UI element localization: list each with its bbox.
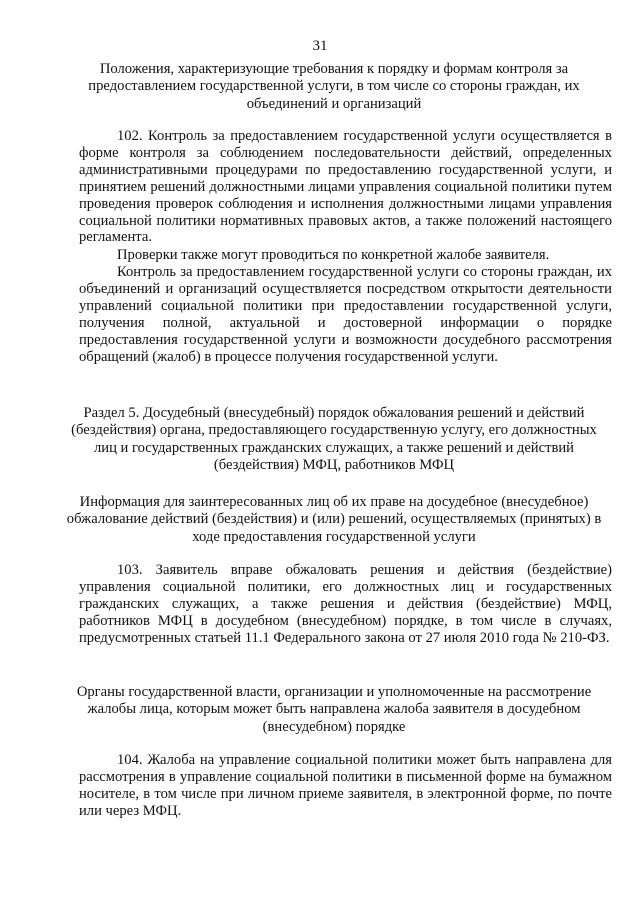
paragraph-checks: Проверки также могут проводиться по конкретной жалобе заявителя.	[117, 247, 550, 263]
paragraph-102: 102. Контроль за предоставлением государственной услуги осуществляется в форме контроля за соблюдением последовательности действий, определенных административными процедурами по предоставлению государственной услуги, и принятием решений должностными лицами управления социальной политики путем проведения проверок соблюдения и исполнения должностными лицами управления социальной политики нормативных правовых актов, а также положений настоящего регламента.	[79, 128, 612, 246]
section-5-heading: Раздел 5. Досудебный (внесудебный) порядок обжалования решений и действий (бездействия) органа, предоставляющего государственную услугу, его должностных лиц и государственных гражданских служащих, а также решений и действий (бездействия) МФЦ, работников МФЦ	[71, 405, 597, 473]
paragraph-public-control: Контроль за предоставлением государственной услуги со стороны граждан, их объединений и организаций осуществляется посредством открытости деятельности управлений социальной политики при предоставлении государственной услуги, получения полной, актуальной и достоверной информации о порядке предоставления государственной услуги и возможности досудебного рассмотрения обращений (жалоб) в процессе получения государственной услуги.	[79, 264, 612, 365]
paragraph-104: 104. Жалоба на управление социальной политики может быть направлена для рассмотрения в управление социальной политики в письменной форме на бумажном носителе, в том числе при личном приеме заявителя, в электронной форме, по почте или через МФЦ.	[79, 752, 612, 819]
organs-heading: Органы государственной власти, организации и уполномоченные на рассмотрение жалобы лица, которым может быть направлена жалоба заявителя в досудебном (внесудебном) порядке	[76, 684, 592, 735]
section-heading-control: Положения, характеризующие требования к порядку и формам контроля за предоставлением государственной услуги, в том числе со стороны граждан, их объединений и организаций	[88, 61, 580, 112]
paragraph-103: 103. Заявитель вправе обжаловать решения и действия (бездействие) управления социальной политики, его должностных лиц и государственных гражданских служащих, а также решения и действия (бездействие) МФЦ, работников МФЦ в досудебном (внесудебном) порядке, в том числе в случаях, предусмотренных статьей 11.1 Федерального закона от 27 июля 2010 года № 210-ФЗ.	[79, 562, 612, 646]
info-heading: Информация для заинтересованных лиц об их праве на досудебное (внесудебное) обжалование действий (бездействия) и (или) решений, осуществляемых (принятых) в ходе предоставления государственной услуги	[66, 494, 602, 545]
page-number: 31	[312, 38, 328, 54]
